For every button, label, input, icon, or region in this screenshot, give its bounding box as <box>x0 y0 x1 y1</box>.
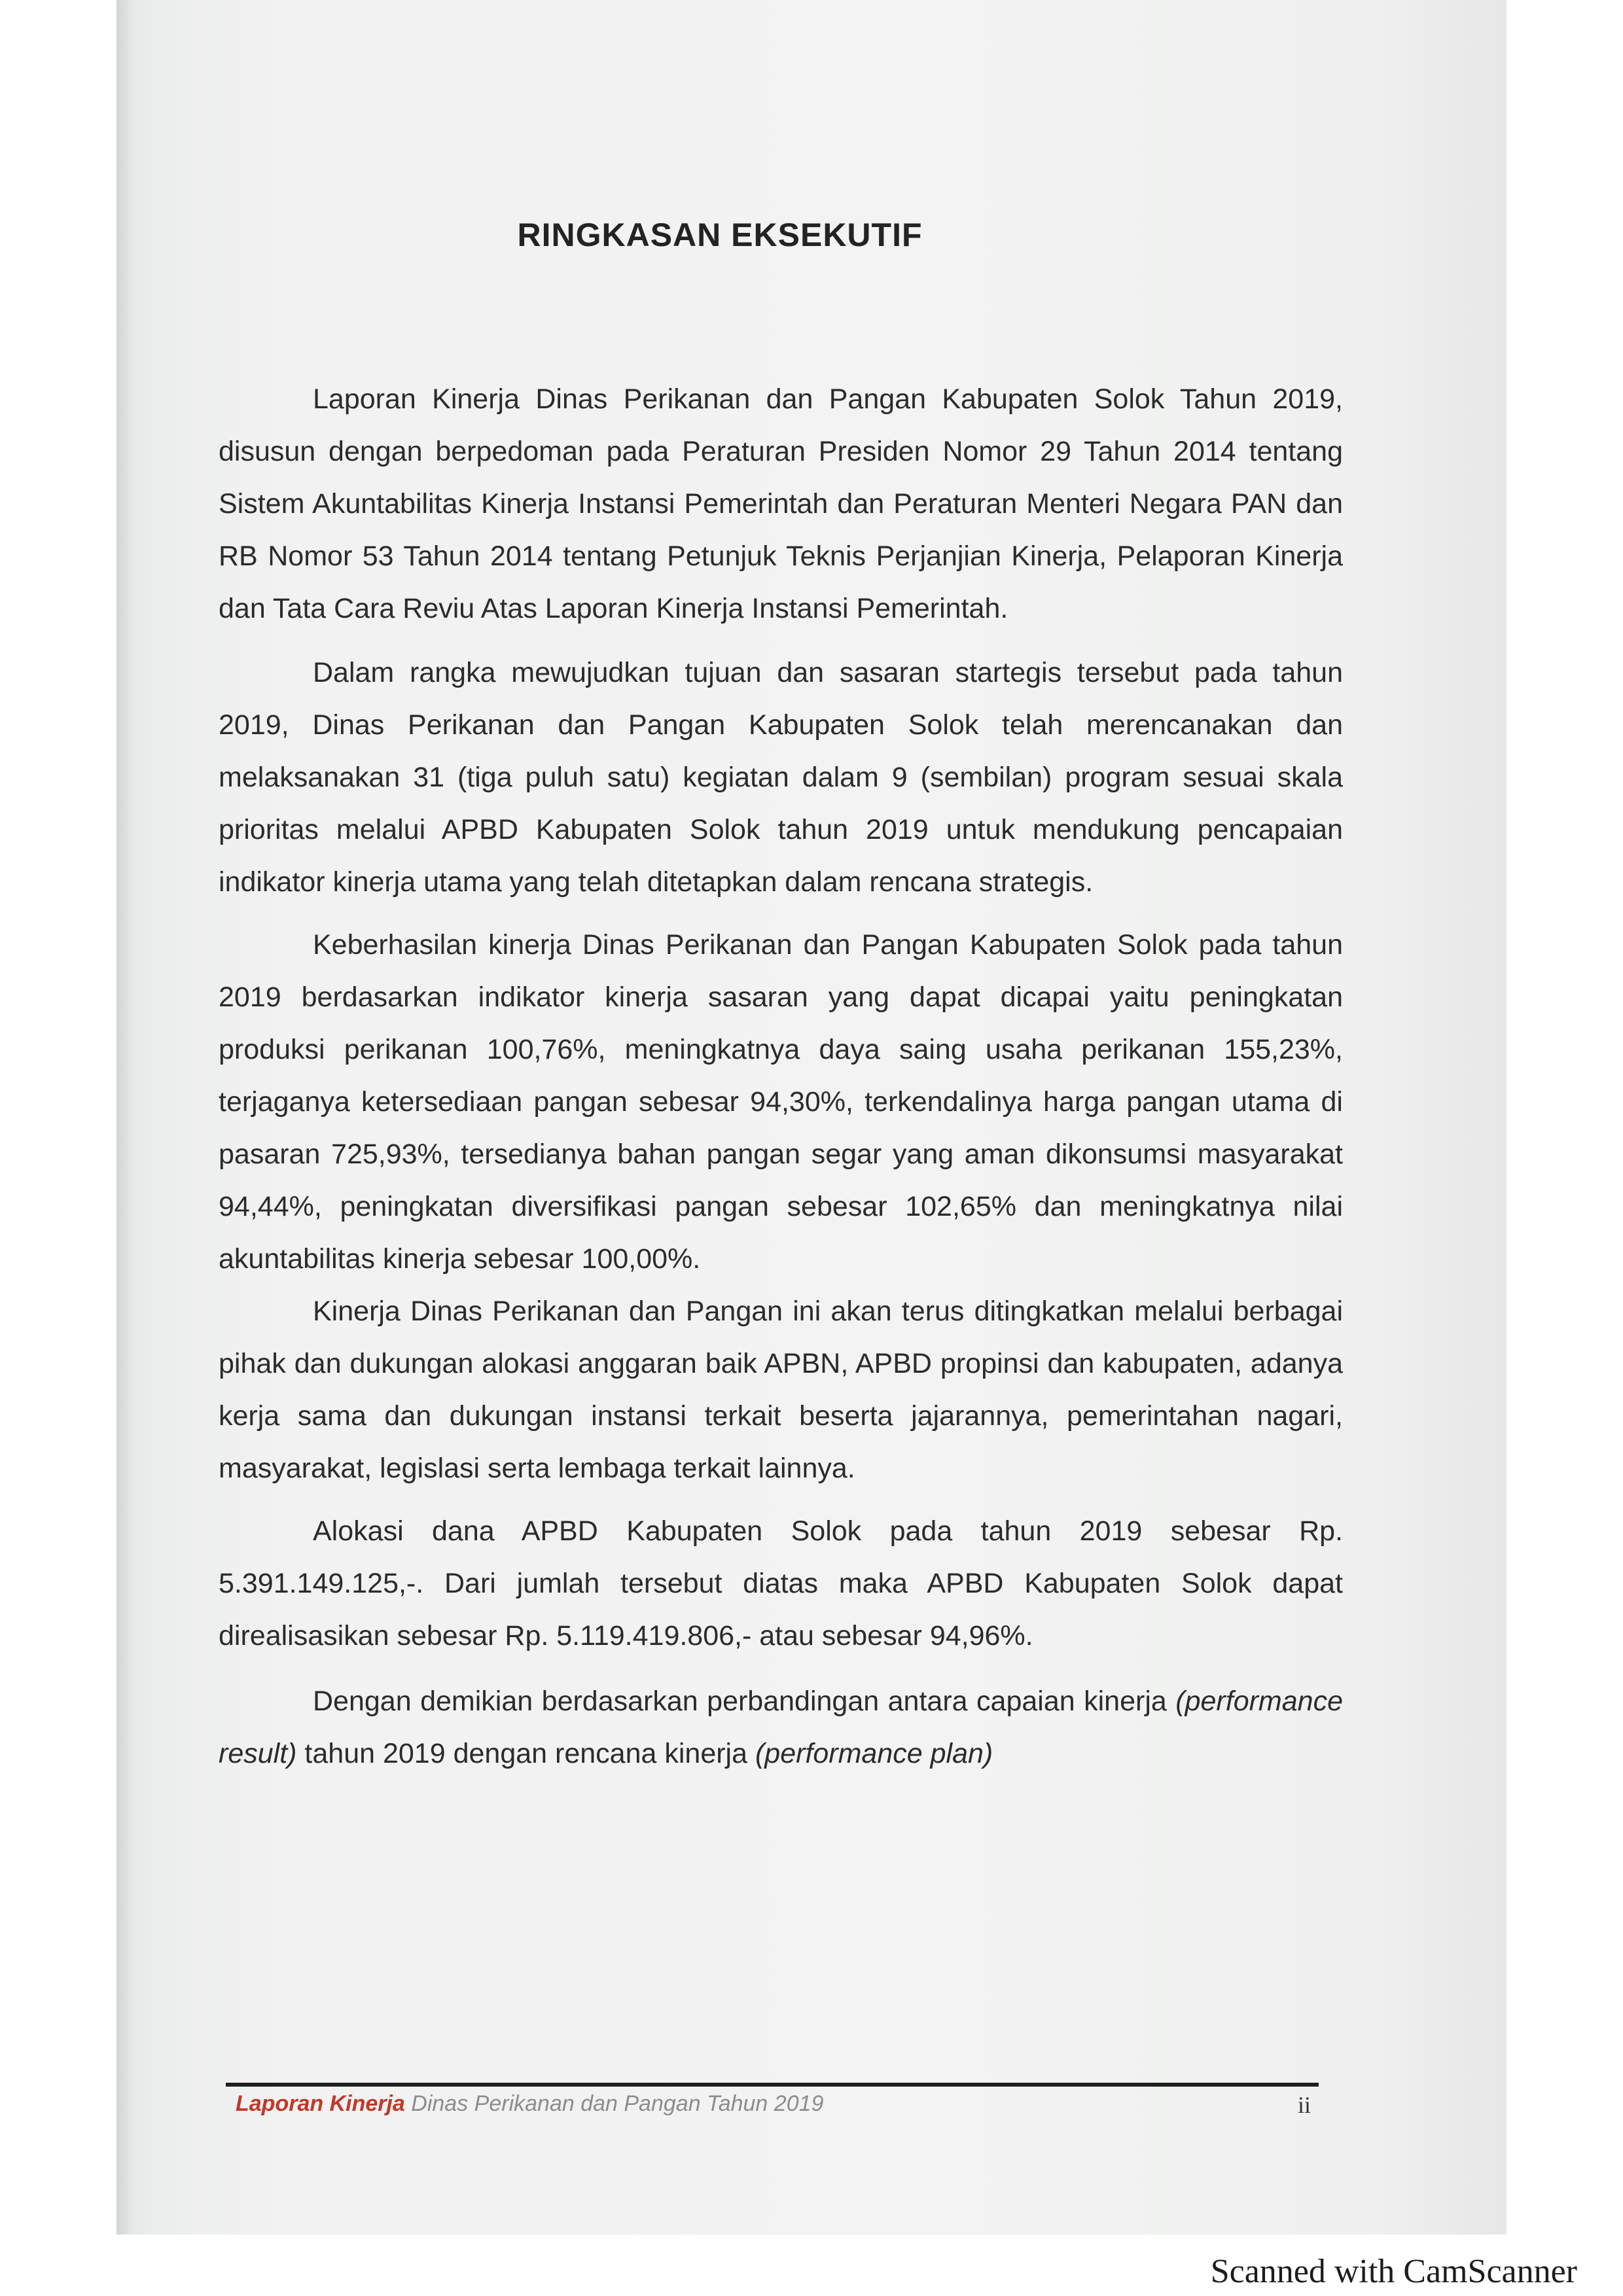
paragraph-conclusion <box>219 1675 1343 1780</box>
paragraph-achievements: Keberhasilan kinerja Dinas Perikanan dan Pangan Kabupaten Solok pada tahun 2019 berdasarkan indikator kinerja sasaran yang dapat dicapai yaitu peningkatan produksi perikanan 100,76%, meningkatnya daya saing usaha perikanan 155,23%, terjaganya ketersediaan pangan sebesar 94,30%, terkendalinya harga pangan utama di pasaran 725,93%, tersedianya bahan pangan segar yang aman dikonsumsi masyarakat 94,44%, peningkatan diversifikasi pangan sebesar 102,65% dan meningkatnya nilai akuntabilitas kinerja sebesar 100,00%. <box>219 929 1343 1275</box>
scanner-watermark: Scanned with CamScanner <box>1210 2253 1577 2290</box>
conclusion-text-1: Dengan demikian berdasarkan perbandingan antara capaian kinerja <box>313 1686 1176 1717</box>
paragraph-strategy: Dalam rangka mewujudkan tujuan dan sasaran startegis tersebut pada tahun 2019, Dinas Perikanan dan Pangan Kabupaten Solok telah merencanakan dan melaksanakan 31 (tiga puluh satu) kegiatan dalam 9 (sembilan) program sesuai skala prioritas melalui APBD Kabupaten Solok tahun 2019 untuk mendukung pencapaian indikator kinerja utama yang telah ditetapkan dalam rencana strategis. <box>219 657 1343 898</box>
paragraph-intro: Laporan Kinerja Dinas Perikanan dan Pangan Kabupaten Solok Tahun 2019, disusun dengan berpedoman pada Peraturan Presiden Nomor 29 Tahun 2014 tentang Sistem Akuntabilitas Kinerja Instansi Pemerintah dan Peraturan Menteri Negara PAN dan RB Nomor 53 Tahun 2014 tentang Petunjuk Teknis Perjanjian Kinerja, Pelaporan Kinerja dan Tata Cara Reviu Atas Laporan Kinerja Instansi Pemerintah. <box>219 383 1343 624</box>
page-number: ii <box>1298 2092 1311 2118</box>
conclusion-italic-1: (performance result) <box>219 1686 1343 1769</box>
page-shadow-edge <box>116 0 134 2234</box>
page-title: RINGKASAN EKSEKUTIF <box>517 217 923 253</box>
footer-accent-text: Laporan Kinerja <box>236 2091 405 2116</box>
conclusion-text-2: tahun 2019 dengan rencana kinerja <box>296 1738 755 1769</box>
paragraph-budget: Alokasi dana APBD Kabupaten Solok pada tahun 2019 sebesar Rp. 5.391.149.125,-. Dari jumlah tersebut diatas maka APBD Kabupaten Solok dapat direalisasikan sebesar Rp. 5.119.419.806,- atau sebesar 94,96%. <box>219 1515 1343 1651</box>
paragraph-improvement: Kinerja Dinas Perikanan dan Pangan ini akan terus ditingkatkan melalui berbagai pihak dan dukungan alokasi anggaran baik APBN, APBD propinsi dan kabupaten, adanya kerja sama dan dukungan instansi terkait beserta jajarannya, pemerintahan nagari, masyarakat, legislasi serta lembaga terkait lainnya. <box>219 1296 1343 1484</box>
footer-rule <box>226 2083 1319 2087</box>
conclusion-italic-2: (performance plan) <box>755 1738 993 1769</box>
document-body <box>219 373 1343 1790</box>
footer-report-name <box>236 2091 823 2117</box>
footer-rest-text: Dinas Perikanan dan Pangan Tahun 2019 <box>404 2091 824 2116</box>
